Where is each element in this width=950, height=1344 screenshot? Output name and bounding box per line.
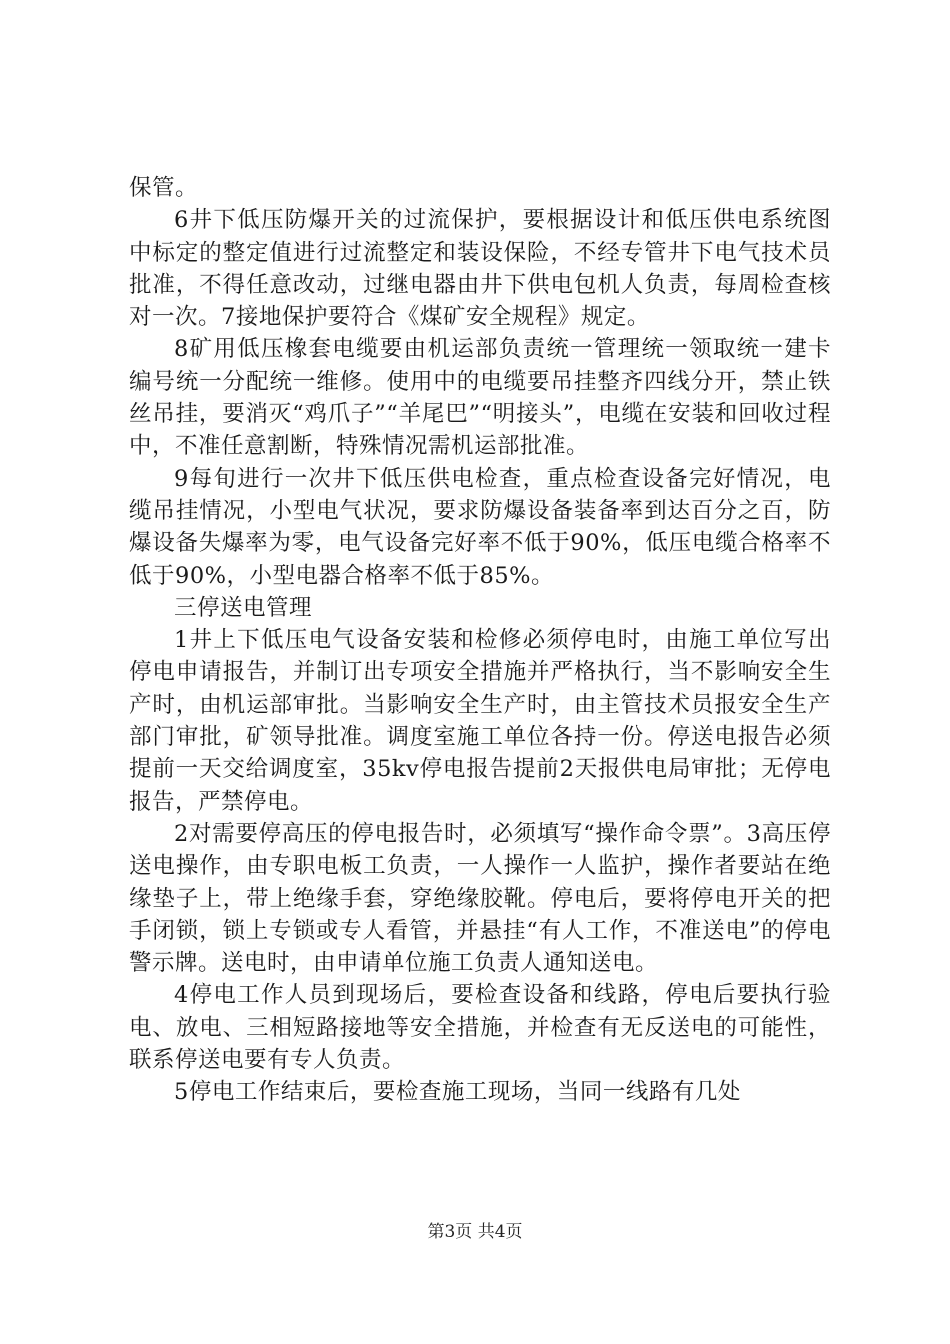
paragraph-high-voltage-operation: 2对需要停高压的停电报告时，必须填写“操作命令票”。3高压停送电操作，由专职电板工负责，一人操作一人监护，操作者要站在绝缘垫子上，带上绝缘手套，穿绝缘胶靴。停电后，要将停电开关的把手闭锁，锁上专锁或专人看管，并悬挂“有人工作，不准送电”的停电警示牌。送电时，由申请单位施工负责人通知送电。 [129,820,831,977]
paragraph-outage-request: 1井上下低压电气设备安装和检修必须停电时，由施工单位写出停电申请报告，并制订出专项安全措施并严格执行，当不影响安全生产时，由机运部审批。当影响安全生产时，由主管技术员报安全生产部门审批，矿领导批准。调度室施工单位各持一份。停送电报告必须提前一天交给调度室，35kv停电报告提前2天报供电局审批；无停电报告，严禁停电。 [129,627,831,815]
paragraph-work-completion: 5停电工作结束后，要检查施工现场，当同一线路有几处 [174,1079,741,1106]
paragraph-inspection: 9每旬进行一次井下低压供电检查，重点检查设备完好情况，电缆吊挂情况，小型电气状况，要求防爆设备装备率到达百分之百，防爆设备失爆率为零，电气设备完好率不低于90%，低压电缆合格率不低于90%，小型电器合格率不低于85%。 [129,465,831,589]
paragraph-continuation: 保管。 [129,175,199,201]
section-heading-power-outage: 三停送电管理 [174,594,313,621]
paragraph-overcurrent-protection: 6井下低压防爆开关的过流保护，要根据设计和低压供电系统图中标定的整定值进行过流整定和装设保险，不经专管井下电气技术员批准，不得任意改动，过继电器由井下供电包机人负责，每周检查核对一次。7接地保护要符合《煤矿安全规程》规定。 [129,207,831,331]
paragraph-cable-management: 8矿用低压橡套电缆要由机运部负责统一管理统一领取统一建卡编号统一分配统一维修。使用中的电缆要吊挂整齐四线分开，禁止铁丝吊挂，要消灭“鸡爪子”“羊尾巴”“明接头”，电缆在安装和回收过程中，不准任意割断，特殊情况需机运部批准。 [129,336,831,460]
page-footer: 第3页 共4页 [427,1222,523,1242]
document-body [129,172,831,1109]
paragraph-onsite-safety: 4停电工作人员到现场后，要检查设备和线路，停电后要执行验电、放电、三相短路接地等安全措施，并检查有无反送电的可能性，联系停送电要有专人负责。 [129,982,831,1074]
